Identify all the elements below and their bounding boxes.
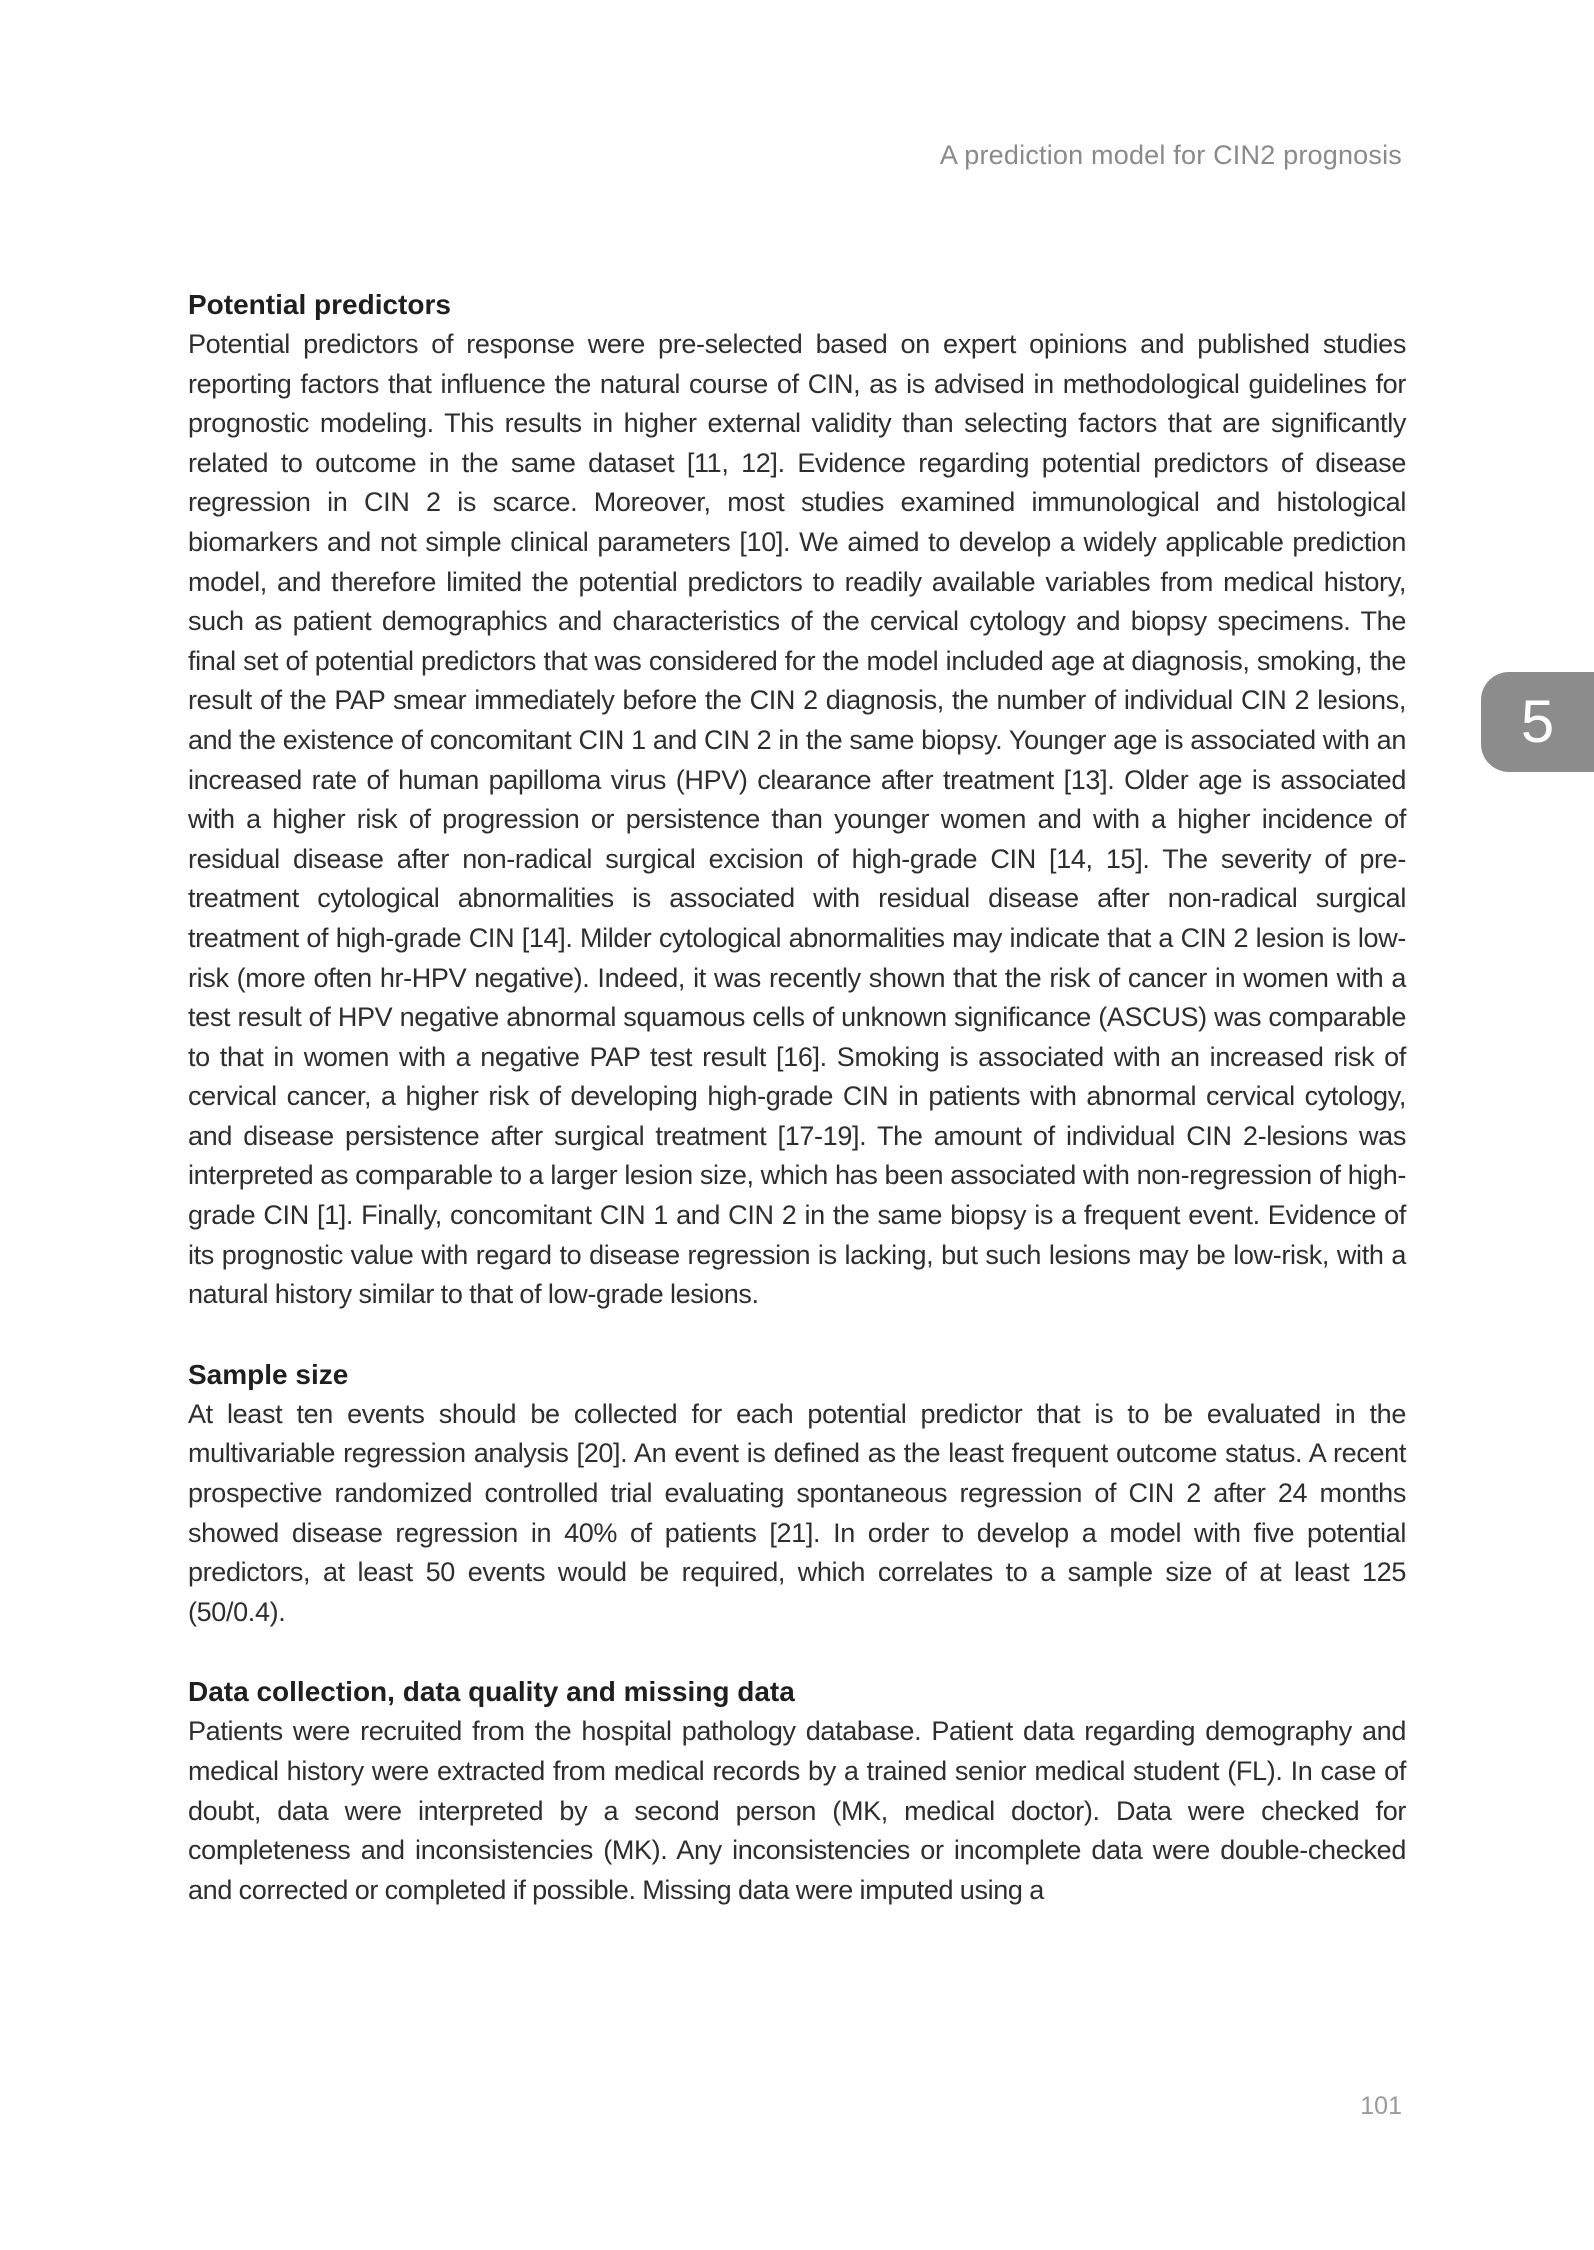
section-body: At least ten events should be collected for each potential predictor that is to be evaluated in the multivariable regression analysis [20]. An event is defined as the least frequent outcome status. A recent prospective randomized controlled trial evaluating spontaneous regression of CIN 2 after 24 months showed disease regression in 40% of patients [21]. In order to develop a model with five potential predictors, at least 50 events would be required, which correlates to a sample size of at least 125 (50/0.4). xyxy=(188,1398,1406,1627)
main-content xyxy=(188,285,1406,1950)
section-body: Patients were recruited from the hospital pathology database. Patient data regarding demography and medical history were extracted from medical records by a trained senior medical student (FL). In case of doubt, data were interpreted by a second person (MK, medical doctor). Data were checked for completeness and inconsistencies (MK). Any inconsistencies or incomplete data were double-checked and corrected or completed if possible. Missing data were imputed using a xyxy=(188,1716,1406,1905)
section-heading: Sample size xyxy=(188,1358,349,1390)
page-number: 101 xyxy=(1360,2092,1402,2120)
chapter-tab: 5 xyxy=(1481,672,1594,772)
section-data-collection xyxy=(188,1672,1406,1910)
section-body: Potential predictors of response were pre-selected based on expert opinions and published studies reporting factors that influence the natural course of CIN, as is advised in methodological guidelines for prognostic modeling. This results in higher external validity than selecting factors that are significantly related to outcome in the same dataset [11, 12]. Evidence regarding potential predictors of disease regression in CIN 2 is scarce. Moreover, most studies examined immunological and histological biomarkers and not simple clinical parameters [10]. We aimed to develop a widely applicable prediction model, and therefore limited the potential predictors to readily available variables from medical history, such as patient demographics and characteristics of the cervical cytology and biopsy specimens. The final set of potential predictors that was considered for the model included age at diagnosis, smoking, the result of the PAP smear immediately before the CIN 2 diagnosis, the number of individual CIN 2 lesions, and the existence of concomitant CIN 1 and CIN 2 in the same biopsy. Younger age is associated with an increased rate of human papilloma virus (HPV) clearance after treatment [13]. Older age is associated with a higher risk of progression or persistence than younger women and with a higher incidence of residual disease after non-radical surgical excision of high-grade CIN [14, 15]. The severity of pre-treatment cytological abnormalities is associated with residual disease after non-radical surgical treatment of high-grade CIN [14]. Milder cytological abnormalities may indicate that a CIN 2 lesion is low-risk (more often hr-HPV negative). Indeed, it was recently shown that the risk of cancer in women with a test result of HPV negative abnormal squamous cells of unknown significance (ASCUS) was comparable to that in women with a negative PAP test result [16]. Smoking is associated with an increased risk of cervical cancer, a higher risk of developing high-grade CIN in patients with abnormal cervical cytology, and disease persistence after surgical treatment [17-19]. The amount of individual CIN 2-lesions was interpreted as comparable to a larger lesion size, which has been associated with non-regression of high-grade CIN [1]. Finally, concomitant CIN 1 and CIN 2 in the same biopsy is a frequent event. Evidence of its prognostic value with regard to disease regression is lacking, but such lesions may be low-risk, with a natural history similar to that of low-grade lesions. xyxy=(188,329,1406,1310)
section-heading: Data collection, data quality and missing data xyxy=(188,1676,795,1708)
section-potential-predictors xyxy=(188,285,1406,1315)
running-header: A prediction model for CIN2 prognosis xyxy=(939,140,1402,170)
section-heading: Potential predictors xyxy=(188,289,451,320)
section-sample-size xyxy=(188,1355,1406,1633)
